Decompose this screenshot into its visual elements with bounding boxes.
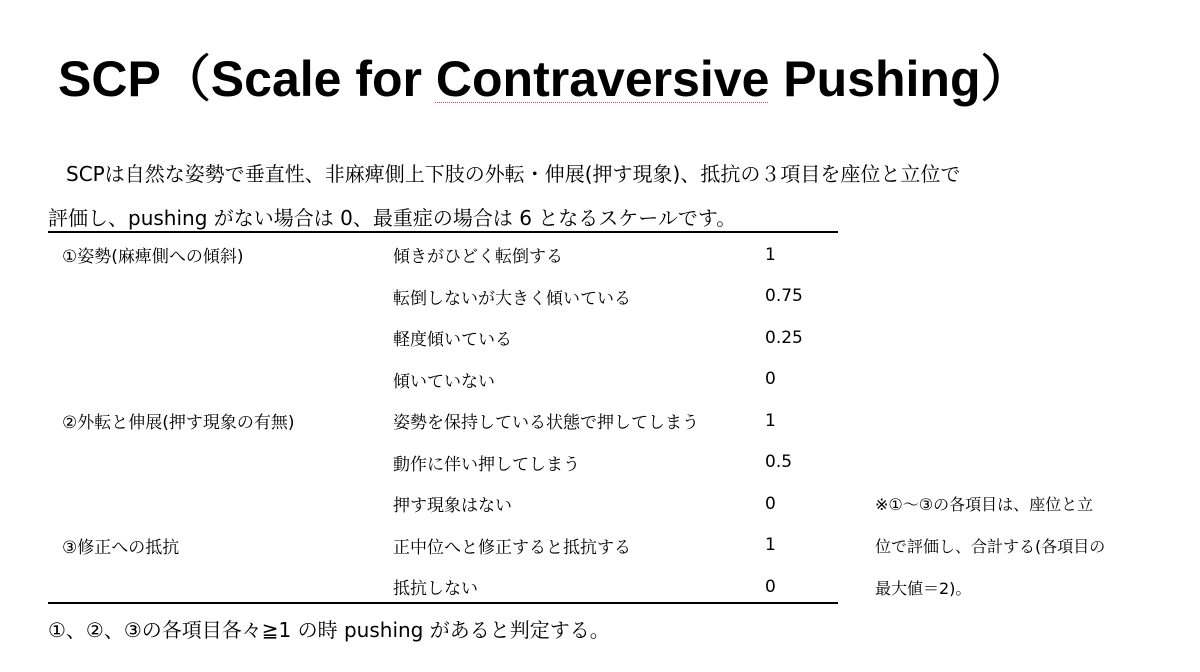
- score-cell: 1: [765, 244, 776, 265]
- table-top-rule: [48, 231, 838, 233]
- description-cell: 転倒しないが大きく傾いている: [393, 288, 631, 309]
- side-note-line-2: 位で評価し、合計する(各項目の: [875, 537, 1106, 556]
- table-row: [48, 442, 838, 484]
- item-cell: [48, 442, 393, 484]
- description-cell: 傾きがひどく転倒する: [393, 247, 563, 268]
- item-cell: [48, 483, 393, 525]
- description-cell: 軽度傾いている: [393, 330, 512, 351]
- score-cell: 0: [765, 369, 776, 390]
- table-row: [48, 234, 838, 276]
- side-note-line-3: 最大値＝2)。: [875, 579, 972, 598]
- intro-line-1: SCPは自然な姿勢で垂直性、非麻痺側上下肢の外転・伸展(押す現象)、抵抗の３項目を座位と立位で: [66, 162, 961, 186]
- description-cell: 正中位へと修正すると抵抗する: [393, 537, 631, 558]
- title-prefix: SCP（Scale for: [58, 51, 436, 107]
- side-note: [875, 484, 1155, 610]
- item-cell: ①姿勢(麻痺側への傾斜): [62, 247, 244, 268]
- description-cell: 抵抗しない: [393, 579, 478, 600]
- description-cell: 傾いていない: [393, 371, 495, 392]
- conclusion-text: ①、②、③の各項目各々≧1 の時 pushing があると判定する。: [48, 618, 610, 642]
- score-cell: 0.75: [765, 286, 803, 307]
- score-cell: 0.5: [765, 452, 793, 473]
- intro-line-2: 評価し、pushing がない場合は 0、最重症の場合は 6 となるスケールです。: [48, 206, 737, 230]
- description-cell: 動作に伴い押してしまう: [393, 454, 580, 475]
- description-cell: 姿勢を保持している状態で押してしまう: [393, 413, 699, 434]
- side-note-line-1: ※①～③の各項目は、座位と立: [875, 495, 1094, 514]
- score-cell: 0: [765, 493, 776, 514]
- table-row: [48, 276, 838, 318]
- title-underlined-word: Contraversive: [435, 51, 770, 107]
- table-row: [48, 359, 838, 401]
- table-row: [48, 483, 838, 525]
- item-cell: [48, 317, 393, 359]
- table-row: [48, 317, 838, 359]
- item-cell: [48, 276, 393, 318]
- title-suffix: Pushing）: [769, 51, 1031, 107]
- item-cell: ③修正への抵抗: [62, 537, 180, 558]
- score-cell: 1: [765, 535, 776, 556]
- table-row: [48, 525, 838, 567]
- score-cell: 1: [765, 410, 776, 431]
- score-cell: 0.25: [765, 327, 803, 348]
- score-cell: 0: [765, 576, 776, 597]
- scp-table-body: [48, 234, 838, 608]
- description-cell: 押す現象はない: [393, 496, 512, 517]
- table-row: [48, 400, 838, 442]
- table-bottom-rule: [48, 602, 838, 604]
- item-cell: [48, 359, 393, 401]
- item-cell: ②外転と伸展(押す現象の有無): [62, 413, 295, 434]
- scp-table: [48, 234, 838, 608]
- intro-paragraph: [48, 152, 1148, 240]
- slide-title: [58, 44, 1031, 114]
